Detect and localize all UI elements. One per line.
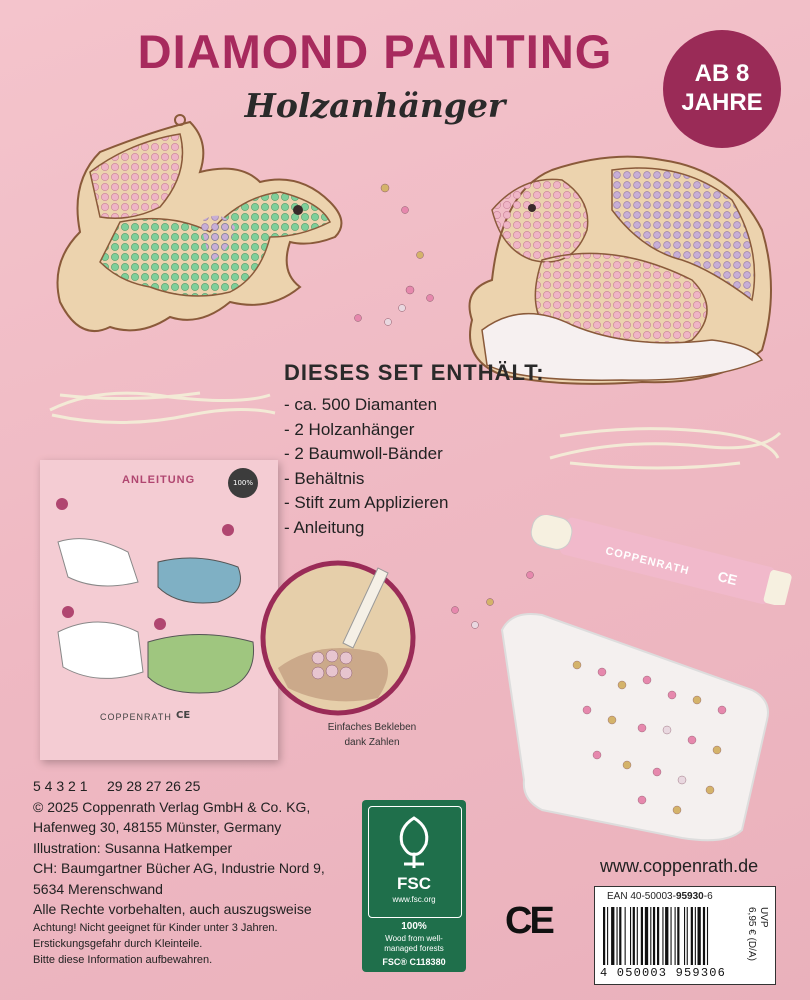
set-item: - 2 Holzanhänger xyxy=(284,419,415,439)
fsc-url: www.fsc.org xyxy=(392,895,436,904)
barcode-bar xyxy=(637,907,638,965)
uvp-value: 6,95 € (D/A) xyxy=(746,907,757,961)
ean-prefix: EAN 40-50003- xyxy=(607,891,676,902)
leaflet-publisher: COPPENRATH xyxy=(100,712,172,722)
barcode-bar xyxy=(641,907,643,965)
fsc-code: FSC® C118380 xyxy=(382,957,446,967)
fsc-label xyxy=(362,800,466,972)
product-subtitle: Holzanhänger xyxy=(244,86,506,125)
cotton-string-left xyxy=(40,385,280,435)
safety-warning xyxy=(33,920,278,968)
ce-mark: CE xyxy=(505,900,552,942)
barcode-bar xyxy=(687,907,688,965)
instruction-leaflet xyxy=(40,460,278,760)
print-line: 5 4 3 2 1 29 28 27 26 25 xyxy=(33,778,201,794)
impressum-line: CH: Baumgartner Bücher AG, Industrie Nord 9, xyxy=(33,860,325,876)
warning-line: Bitte diese Information aufbewahren. xyxy=(33,954,213,966)
leaflet-illustration xyxy=(48,492,270,707)
set-item: - Behältnis xyxy=(284,468,365,488)
barcode-bar xyxy=(677,907,679,965)
set-item: - 2 Baumwoll-Bänder xyxy=(284,444,443,463)
publisher-website: www.coppenrath.de xyxy=(600,856,759,876)
fsc-desc-line1: Wood from well- xyxy=(385,934,443,943)
barcode-bar xyxy=(607,907,608,965)
zoom-detail-image xyxy=(258,558,418,718)
impressum-line: Illustration: Susanna Hatkemper xyxy=(33,839,233,856)
barcode-bar xyxy=(645,907,648,965)
ean-suffix: -6 xyxy=(703,891,713,902)
fsc-desc-line2: managed forests xyxy=(384,944,444,953)
barcode-bar xyxy=(684,907,685,965)
warning-line: Erstickungsgefahr durch Kleinteile. xyxy=(33,938,203,950)
barcode-bar xyxy=(695,907,696,965)
impressum xyxy=(33,776,325,920)
zoom-caption xyxy=(297,720,447,750)
pen-ce-mark: CE xyxy=(716,568,739,589)
zoom-caption-line2: dank Zahlen xyxy=(344,737,400,748)
impressum-line: Alle Rechte vorbehalten, auch auszugsweise xyxy=(33,901,312,917)
ean-bold: 95930 xyxy=(675,891,704,902)
fsc-text: FSC xyxy=(397,874,431,893)
barcode-bar xyxy=(630,907,631,965)
barcode-bar xyxy=(698,907,701,965)
pen-brand: COPPENRATH xyxy=(604,545,691,578)
barcode-bar xyxy=(653,907,655,965)
barcode-bar xyxy=(691,907,693,965)
barcode-number: 4 050003 959306 xyxy=(600,966,727,980)
age-badge-line2: JAHRE xyxy=(681,89,763,116)
barcode-bar xyxy=(665,907,668,965)
leaflet-ce-mark: CE xyxy=(176,710,191,721)
age-badge-line1: AB 8 xyxy=(694,60,750,88)
flying-dragon-hanger-image xyxy=(40,112,360,357)
barcode-bar xyxy=(603,907,605,965)
set-item: - Stift zum Applizieren xyxy=(284,493,449,512)
barcode-bar xyxy=(675,907,676,965)
set-contents-list xyxy=(284,395,448,542)
barcode-bar xyxy=(650,907,651,965)
barcode-bar xyxy=(633,907,635,965)
zoom-caption-line1: Einfaches Bekleben xyxy=(327,722,417,733)
set-item: - Anleitung xyxy=(284,517,365,537)
set-contents-title: DIESES SET ENTHÄLT: xyxy=(284,360,545,385)
age-badge xyxy=(663,30,781,148)
fsc-percent: 100% xyxy=(401,921,427,932)
set-item: - ca. 500 Diamanten xyxy=(284,395,438,414)
barcode-bar xyxy=(625,907,626,965)
diamond-tray-image xyxy=(482,600,782,845)
barcode-bars xyxy=(603,907,748,965)
leaflet-title: ANLEITUNG xyxy=(122,474,196,486)
barcode-bar xyxy=(662,907,663,965)
impressum-line: © 2025 Coppenrath Verlag GmbH & Co. KG, xyxy=(33,798,311,815)
leaflet-badge: 100% xyxy=(228,468,258,498)
barcode-bar xyxy=(619,907,621,965)
uvp-label: UVP xyxy=(758,907,769,928)
barcode-bar xyxy=(617,907,618,965)
uvp-price xyxy=(746,907,771,967)
barcode-box xyxy=(594,886,776,985)
fsc-desc xyxy=(362,934,466,954)
barcode-bar xyxy=(703,907,705,965)
barcode-bar xyxy=(671,907,672,965)
warning-line: Achtung! Nicht geeignet für Kinder unter 3 Jahren. xyxy=(33,922,278,934)
barcode-bar xyxy=(707,907,708,965)
impressum-line: Hafenweg 30, 48155 Münster, Germany xyxy=(33,819,282,835)
barcode-bar xyxy=(611,907,614,965)
ean-label xyxy=(607,891,713,902)
barcode-bar xyxy=(657,907,659,965)
impressum-line: 5634 Merenschwand xyxy=(33,880,163,897)
fsc-tree-icon xyxy=(392,814,436,872)
product-title: DIAMOND PAINTING xyxy=(137,25,613,78)
